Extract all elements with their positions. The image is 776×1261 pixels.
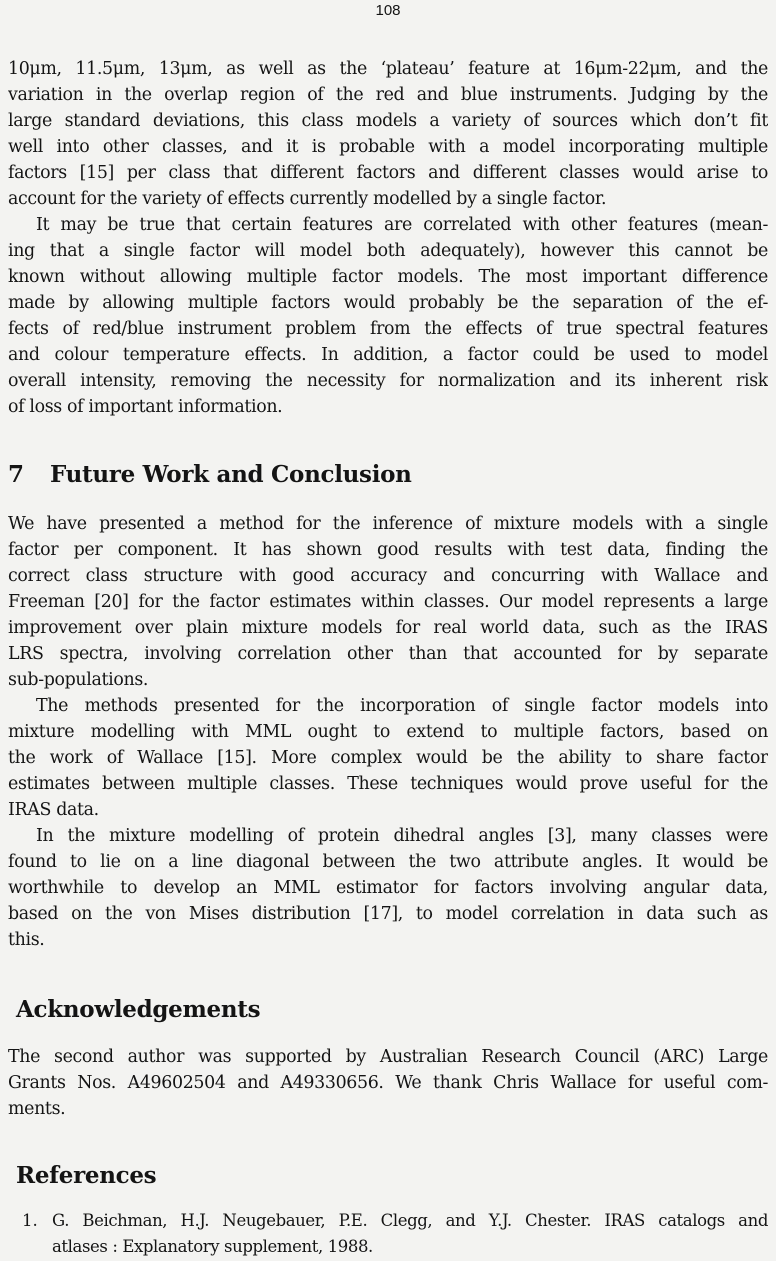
section-heading-future-work <box>8 460 412 490</box>
text-line: the work of Wallace [15]. More complex would be the ability to share factor <box>8 748 768 768</box>
text-line: this. <box>8 930 45 950</box>
reference-number: 1. <box>22 1211 38 1230</box>
text-line: mixture modelling with MML ought to extend to multiple factors, based on <box>8 722 768 742</box>
text-line: found to lie on a line diagonal between the two attribute angles. It would be <box>8 852 768 872</box>
reference-text-line: G. Beichman, H.J. Neugebauer, P.E. Clegg, and Y.J. Chester. IRAS catalogs and <box>52 1211 768 1230</box>
section-title: Future Work and Conclusion <box>50 461 412 488</box>
text-line: factors [15] per class that different factors and different classes would arise to <box>8 163 768 183</box>
references-heading: References <box>16 1162 157 1189</box>
text-line: well into other classes, and it is probable with a model incorporating multiple <box>8 137 768 157</box>
text-line: The methods presented for the incorporation of single factor models into <box>36 696 768 716</box>
text-line: sub-populations. <box>8 670 149 690</box>
text-line: worthwhile to develop an MML estimator for factors involving angular data, <box>8 878 768 898</box>
text-line: of loss of important information. <box>8 397 283 417</box>
text-line: made by allowing multiple factors would probably be the separation of the ef- <box>8 293 768 313</box>
text-line: ing that a single factor will model both adequately), however this cannot be <box>8 241 768 261</box>
text-line: The second author was supported by Australian Research Council (ARC) Large <box>8 1047 768 1067</box>
section-number: 7 <box>8 461 24 488</box>
text-line: fects of red/blue instrument problem from the effects of true spectral features <box>8 319 768 339</box>
reference-text-line: atlases : Explanatory supplement, 1988. <box>52 1237 373 1256</box>
text-line: improvement over plain mixture models for real world data, such as the IRAS <box>8 618 768 638</box>
text-line: known without allowing multiple factor models. The most important difference <box>8 267 768 287</box>
acknowledgements-heading: Acknowledgements <box>16 996 261 1023</box>
text-line: account for the variety of effects currently modelled by a single factor. <box>8 189 607 209</box>
text-line: overall intensity, removing the necessity for normalization and its inherent risk <box>8 371 768 391</box>
text-line: Grants Nos. A49602504 and A49330656. We thank Chris Wallace for useful com- <box>8 1073 768 1093</box>
text-line: Freeman [20] for the factor estimates within classes. Our model represents a large <box>8 592 768 612</box>
text-line: large standard deviations, this class models a variety of sources which don’t fit <box>8 111 768 131</box>
text-line: In the mixture modelling of protein dihedral angles [3], many classes were <box>36 826 768 846</box>
text-line: IRAS data. <box>8 800 99 820</box>
text-line: variation in the overlap region of the red and blue instruments. Judging by the <box>8 85 768 105</box>
text-line: based on the von Mises distribution [17], to model correlation in data such as <box>8 904 768 924</box>
text-line: We have presented a method for the inference of mixture models with a single <box>8 514 768 534</box>
text-line: ments. <box>8 1099 66 1119</box>
text-line: factor per component. It has shown good results with test data, finding the <box>8 540 768 560</box>
text-line: estimates between multiple classes. These techniques would prove useful for the <box>8 774 768 794</box>
text-line: LRS spectra, involving correlation other than that accounted for by separate <box>8 644 768 664</box>
text-line: correct class structure with good accuracy and concurring with Wallace and <box>8 566 768 586</box>
text-line: and colour temperature effects. In addition, a factor could be used to model <box>8 345 768 365</box>
text-line: 10μm, 11.5μm, 13μm, as well as the ‘plateau’ feature at 16μm-22μm, and the <box>8 59 768 79</box>
page-number: 108 <box>375 2 401 19</box>
text-line: It may be true that certain features are correlated with other features (mean- <box>36 215 768 235</box>
